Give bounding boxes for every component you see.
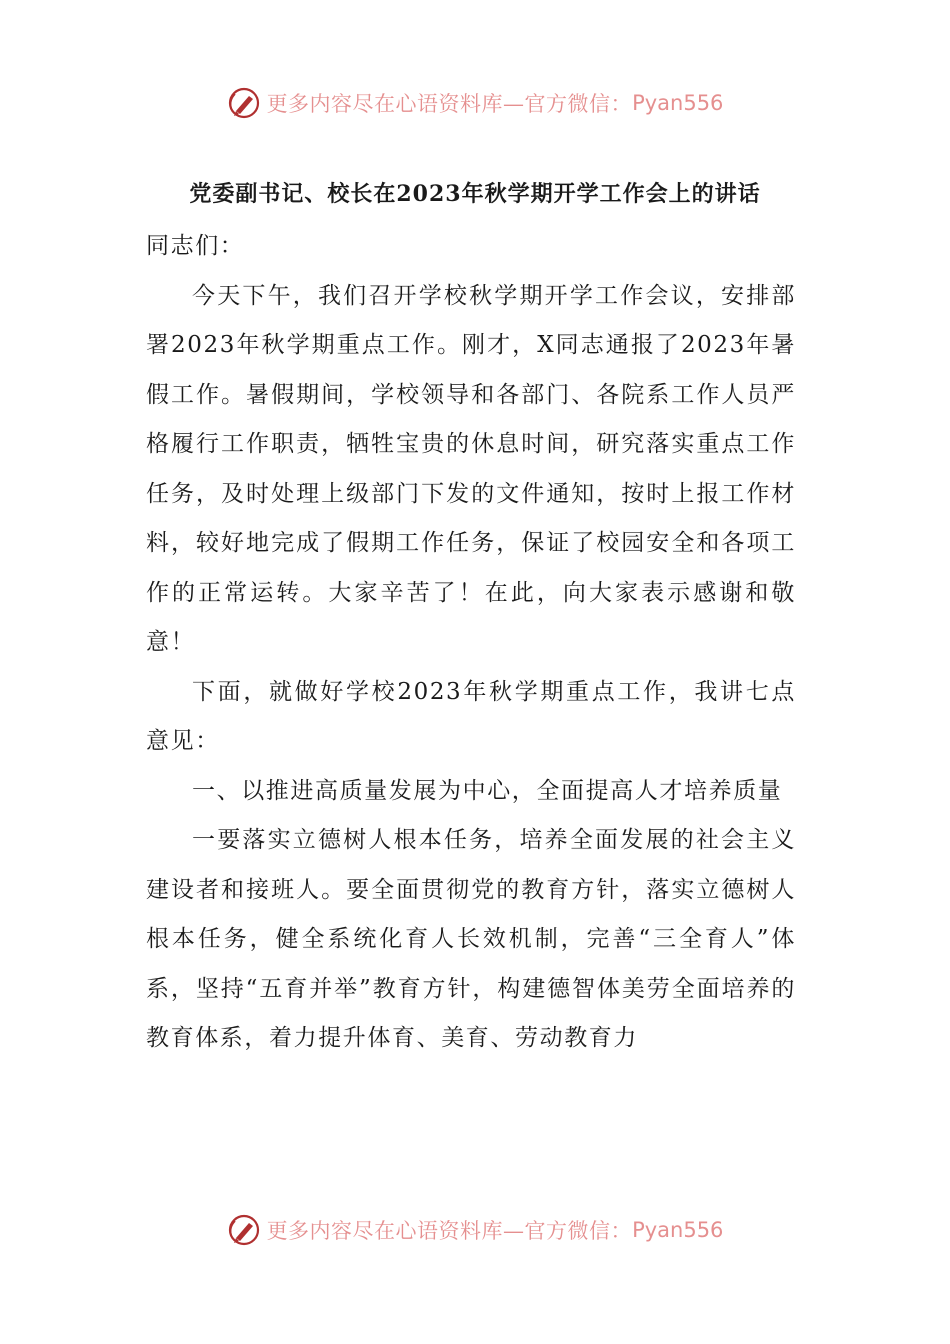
- salutation: 同志们：: [146, 233, 245, 259]
- watermark-text: 更多内容尽在心语资料库—官方微信：: [266, 92, 633, 116]
- paragraph-point-1: 一要落实立德树人根本任务，培养全面发展的社会主义建设者和接班人。要全面贯彻党的教育方针，落实立德树人根本任务，健全系统化育人长效机制，完善“三全育人”体系，坚持“五育并举”教育方针，构建德智体美劳全面培养的教育体系，着力提升体育、美育、劳动教育力: [146, 827, 796, 1051]
- watermark-text: 更多内容尽在心语资料库—官方微信：: [266, 1219, 633, 1243]
- paragraph-overview: 下面，就做好学校2023年秋学期重点工作，我讲七点意见：: [146, 678, 796, 754]
- watermark-wechat-id: Pyan556: [632, 1218, 724, 1242]
- watermark-header: [0, 83, 950, 123]
- pen-logo-icon: [227, 1213, 261, 1247]
- paragraph-intro: 今天下午，我们召开学校秋学期开学工作会议，安排部署2023年秋学期重点工作。刚才，X同志通报了2023年暑假工作。暑假期间，学校领导和各部门、各院系工作人员严格履行工作职责，牺牲宝贵的休息时间，研究落实重点工作任务，及时处理上级部门下发的文件通知，按时上报工作材料，较好地完成了假期工作任务，保证了校园安全和各项工作的正常运转。大家辛苦了！在此，向大家表示感谢和敬意！: [146, 282, 796, 655]
- document-body: [146, 222, 796, 1064]
- watermark-footer: [0, 1210, 950, 1250]
- pen-logo-icon: [227, 86, 261, 120]
- watermark-wechat-id: Pyan556: [632, 91, 724, 115]
- section-heading-1: 一、以推进高质量发展为中心，全面提高人才培养质量: [192, 777, 783, 804]
- document-title: 党委副书记、校长在2023年秋学期开学工作会上的讲话: [189, 181, 761, 207]
